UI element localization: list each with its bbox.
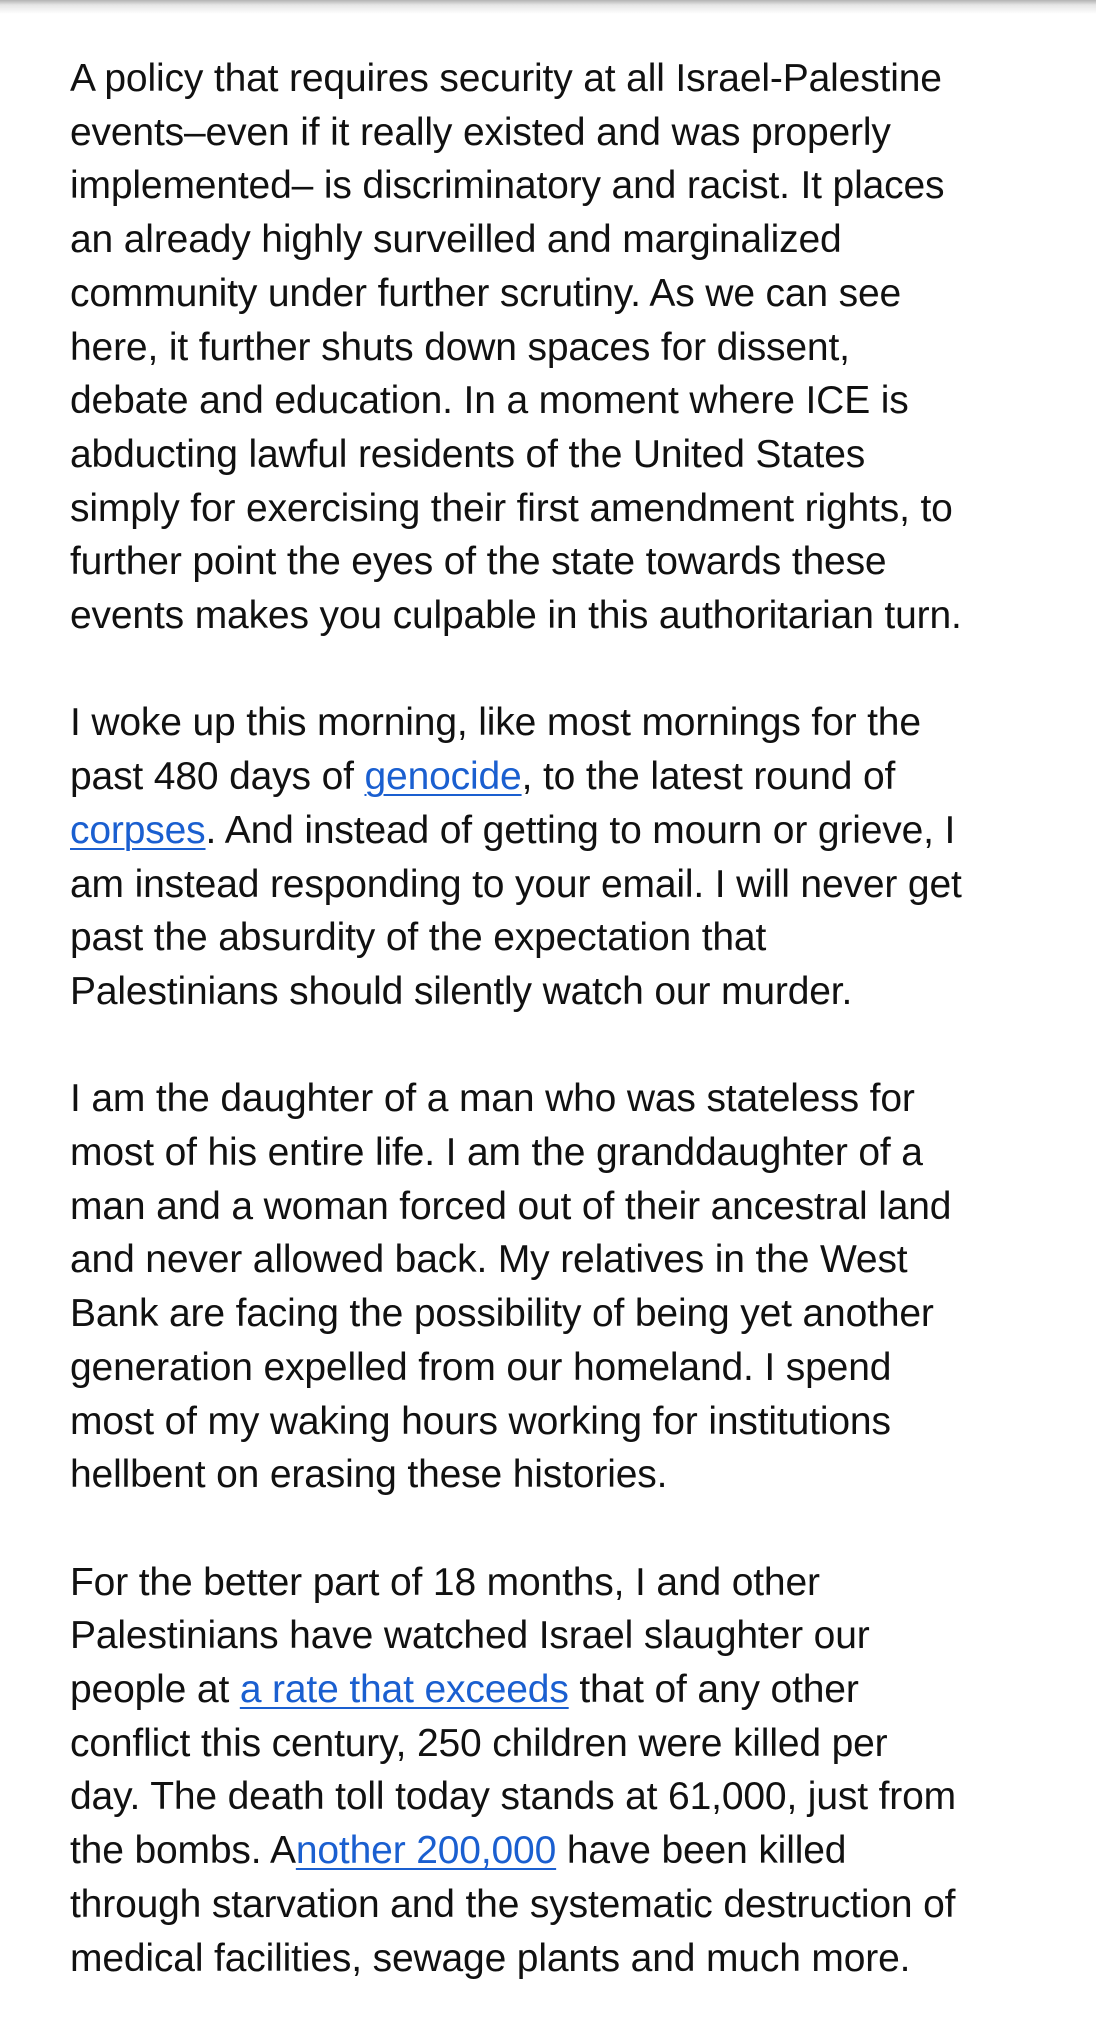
paragraph-1	[70, 52, 1050, 643]
text-segment: I am the daughter of a man who was stateless for	[70, 1077, 915, 1121]
text-segment: day. The death toll today stands at 61,000, just from	[70, 1775, 956, 1819]
text-segment: , to the latest round of	[521, 755, 896, 799]
text-segment: hellbent on erasing these histories.	[70, 1453, 668, 1497]
paragraph-3	[70, 1072, 1050, 1502]
text-segment: most of my waking hours working for institutions	[70, 1399, 891, 1443]
text-segment: medical facilities, sewage plants and much more.	[70, 1936, 911, 1980]
text-segment: that of any other	[568, 1668, 859, 1712]
text-segment: have been killed	[556, 1829, 847, 1873]
text-line	[70, 1878, 1050, 1932]
text-line	[70, 696, 1050, 750]
text-line	[70, 1932, 1050, 1986]
text-segment: the bombs. A	[70, 1829, 296, 1873]
text-segment: For the better part of 18 months, I and other	[70, 1560, 820, 1604]
text-line	[70, 589, 1050, 643]
text-line	[70, 321, 1050, 375]
text-line	[70, 1395, 1050, 1449]
text-line	[70, 1717, 1050, 1771]
text-segment: Palestinians should silently watch our murder.	[70, 969, 853, 1013]
text-segment: abducting lawful residents of the United States	[70, 432, 866, 476]
text-line	[70, 1448, 1050, 1502]
text-segment: events–even if it really existed and was properly	[70, 110, 891, 154]
text-line	[70, 428, 1050, 482]
text-line	[70, 1072, 1050, 1126]
text-line	[70, 1126, 1050, 1180]
text-segment: Palestinians have watched Israel slaughter our	[70, 1614, 870, 1658]
text-line	[70, 1770, 1050, 1824]
text-line	[70, 1180, 1050, 1234]
text-segment: through starvation and the systematic destruction of	[70, 1882, 956, 1926]
text-segment: community under further scrutiny. As we can see	[70, 271, 902, 315]
text-line	[70, 1233, 1050, 1287]
text-segment: here, it further shuts down spaces for dissent,	[70, 325, 850, 369]
text-segment: conflict this century, 250 children were killed per	[70, 1721, 888, 1765]
text-line	[70, 106, 1050, 160]
link-corpses[interactable]: corpses	[70, 808, 206, 852]
text-segment: debate and education. In a moment where ICE is	[70, 379, 909, 423]
text-segment: most of his entire life. I am the granddaughter of a	[70, 1131, 923, 1175]
text-line	[70, 482, 1050, 536]
text-line	[70, 52, 1050, 106]
text-segment: an already highly surveilled and marginalized	[70, 218, 842, 262]
text-line	[70, 911, 1050, 965]
text-line	[70, 804, 1050, 858]
text-segment: implemented– is discriminatory and racist. It places	[70, 164, 945, 208]
text-line	[70, 858, 1050, 912]
text-segment: and never allowed back. My relatives in the West	[70, 1238, 908, 1282]
link-genocide[interactable]: genocide	[364, 755, 522, 799]
text-segment: generation expelled from our homeland. I spend	[70, 1345, 892, 1389]
link-rate-exceeds[interactable]: a rate that exceeds	[239, 1668, 569, 1712]
text-line	[70, 965, 1050, 1019]
text-segment: further point the eyes of the state towards these	[70, 540, 887, 584]
document-body	[70, 52, 1050, 2039]
top-edge-shadow	[0, 0, 1096, 14]
text-segment: A policy that requires security at all Israel-Palestine	[70, 57, 942, 100]
text-segment: I woke up this morning, like most mornings for the	[70, 701, 921, 745]
text-line	[70, 1609, 1050, 1663]
text-line	[70, 267, 1050, 321]
text-line	[70, 374, 1050, 428]
text-line	[70, 535, 1050, 589]
text-segment: Bank are facing the possibility of being yet another	[70, 1292, 934, 1336]
paragraph-2	[70, 696, 1050, 1018]
text-line	[70, 1556, 1050, 1610]
text-segment: past the absurdity of the expectation that	[70, 916, 767, 960]
text-line	[70, 1287, 1050, 1341]
text-segment: events makes you culpable in this authoritarian turn.	[70, 594, 962, 638]
text-segment: am instead responding to your email. I will never get	[70, 862, 962, 906]
text-line	[70, 1824, 1050, 1878]
text-line	[70, 750, 1050, 804]
text-segment: . And instead of getting to mourn or grieve, I	[205, 808, 956, 852]
text-line	[70, 159, 1050, 213]
text-segment: man and a woman forced out of their ancestral land	[70, 1184, 952, 1228]
text-line	[70, 213, 1050, 267]
text-segment: simply for exercising their first amendment rights, to	[70, 486, 953, 530]
text-segment: people at	[70, 1668, 240, 1712]
link-another-200000[interactable]: nother 200,000	[295, 1829, 557, 1873]
text-segment: past 480 days of	[70, 755, 365, 799]
paragraph-4	[70, 1556, 1050, 1986]
text-line	[70, 1663, 1050, 1717]
text-line	[70, 1341, 1050, 1395]
